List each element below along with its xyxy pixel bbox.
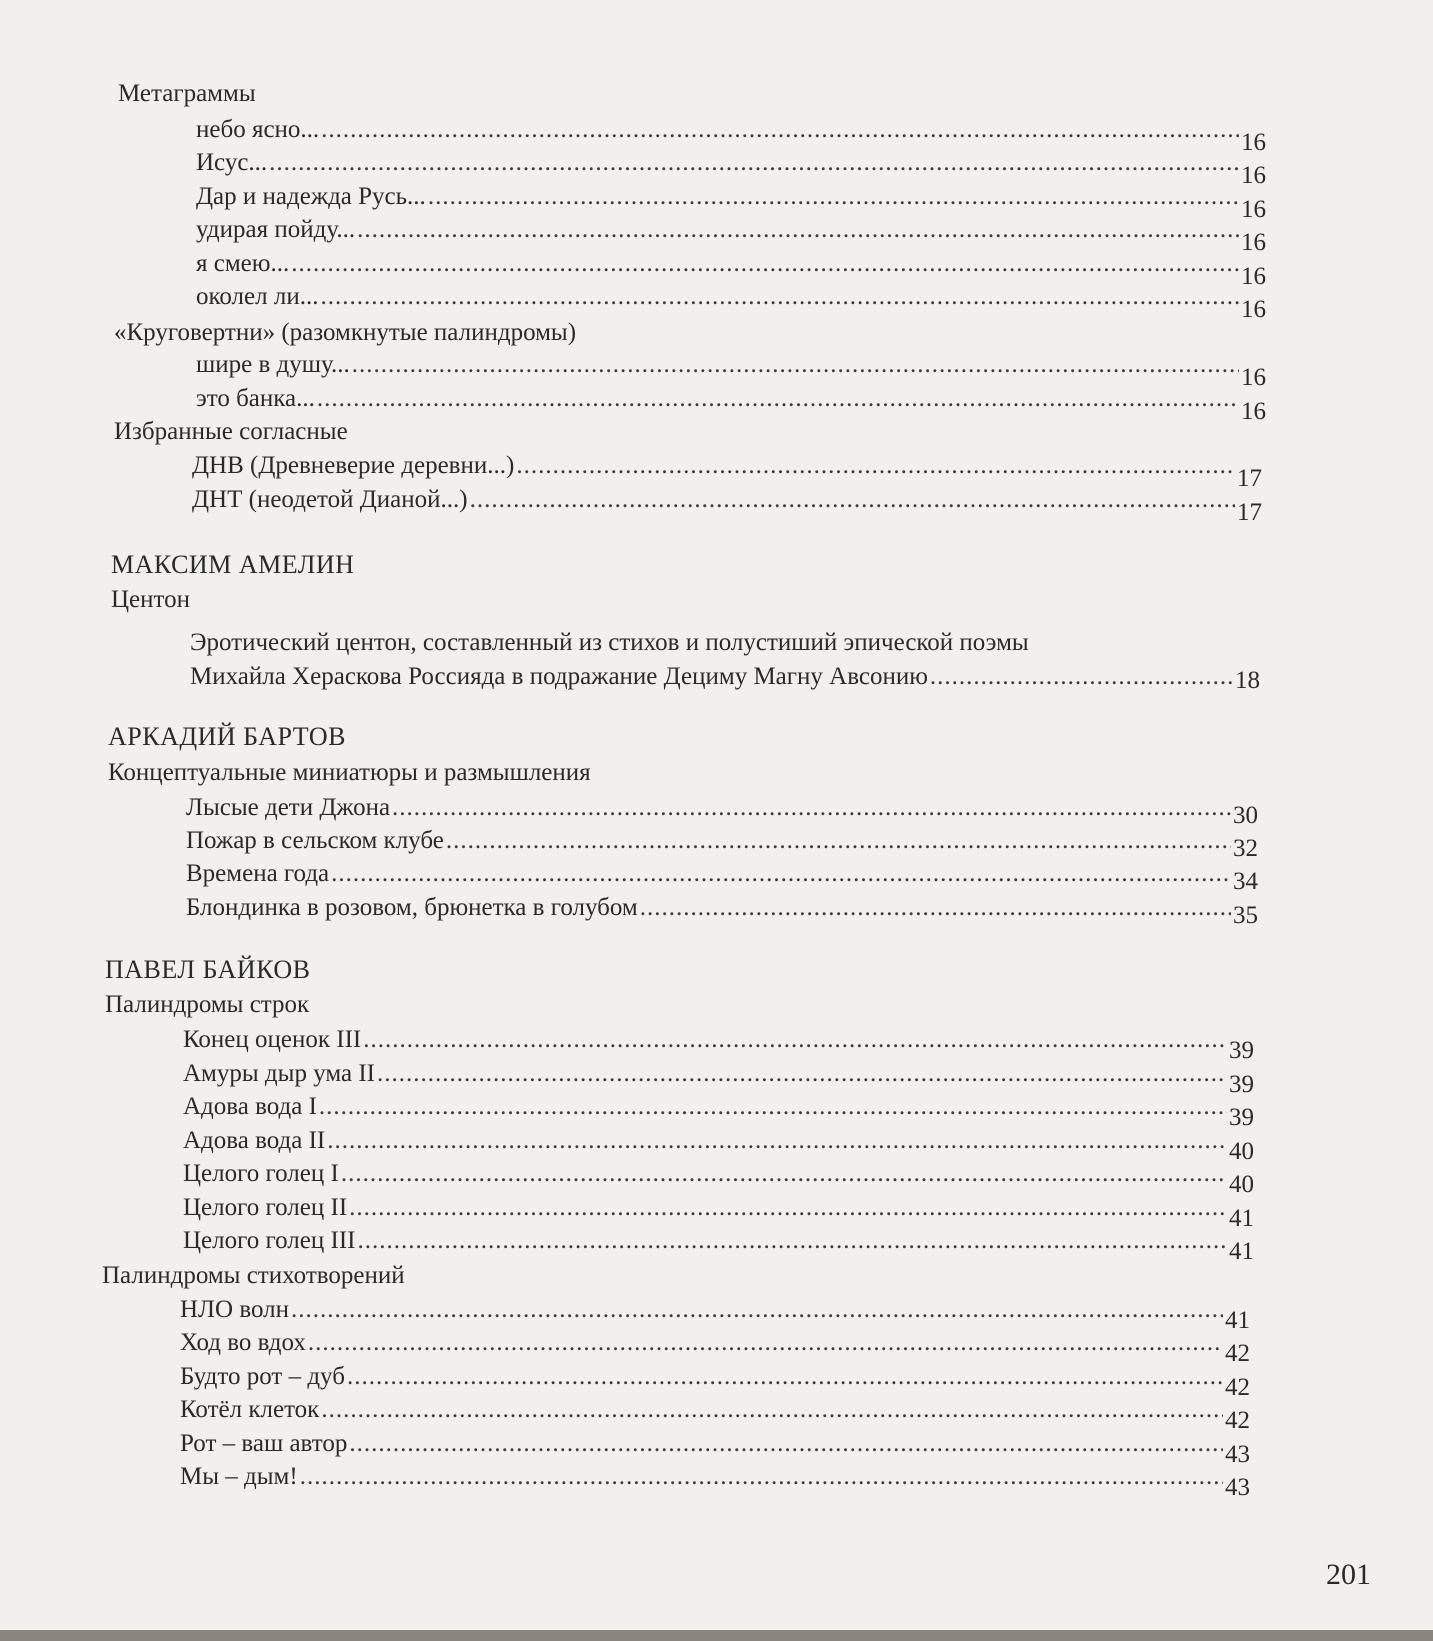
- toc-entry: [196, 384, 1266, 425]
- toc-page-number: 40: [1229, 1171, 1254, 1198]
- toc-page-number: 39: [1229, 1104, 1254, 1131]
- dot-leader: [319, 1092, 1227, 1122]
- toc-page-number: 40: [1229, 1138, 1254, 1165]
- toc-entry: [186, 793, 1258, 829]
- toc-entry-title: ДНТ (неодетой Дианой...): [192, 486, 468, 513]
- toc-entry: [183, 1226, 1254, 1265]
- toc-entry-title: Адова вода I: [183, 1093, 317, 1120]
- dot-leader: [347, 1362, 1223, 1392]
- toc-page-number: 17: [1237, 465, 1262, 492]
- toc-entry-title: Конец оценок III: [183, 1026, 362, 1053]
- dot-leader: [930, 662, 1233, 692]
- toc-entry: [192, 451, 1262, 492]
- toc-page-number: 43: [1225, 1474, 1250, 1501]
- toc-page-number: 18: [1235, 667, 1260, 694]
- dot-leader: [269, 148, 1239, 178]
- dot-leader: [317, 384, 1239, 414]
- dot-leader: [640, 893, 1231, 923]
- toc-entry-title: Лысые дети Джона: [186, 794, 391, 821]
- toc-entry: [196, 182, 1266, 223]
- toc-entry: [180, 1429, 1250, 1468]
- toc-page-number: 16: [1241, 398, 1266, 425]
- toc-entry-title: удирая пойду...: [196, 216, 356, 243]
- toc-page-number: 16: [1241, 162, 1266, 189]
- author-heading: ПАВЕЛ БАЙКОВ: [105, 955, 311, 984]
- toc-entry: [180, 1362, 1250, 1401]
- section-heading: Центон: [111, 586, 191, 613]
- section-heading: Концептуальные миниатюры и размышления: [108, 759, 591, 786]
- dot-leader: [341, 1159, 1227, 1189]
- toc-entry-title: НЛО волн: [180, 1296, 289, 1323]
- toc-entry: [192, 485, 1262, 526]
- toc-entry: [180, 1395, 1250, 1434]
- dot-leader: [470, 485, 1235, 515]
- toc-entry-title: Целого голец II: [183, 1194, 348, 1221]
- dot-leader: [291, 249, 1239, 279]
- toc-entry-title: Целого голец I: [183, 1160, 339, 1187]
- toc-entry-title: шире в душу...: [196, 351, 350, 378]
- dot-leader: [349, 1193, 1227, 1223]
- author-heading: АРКАДИЙ БАРТОВ: [108, 722, 346, 751]
- toc-entry-title: Михайла Хераскова Россияда в подражание Дециму Магну Авсонию: [190, 663, 928, 690]
- toc-page-number: 39: [1229, 1071, 1254, 1098]
- toc-entry: [190, 662, 1260, 692]
- dot-leader: [321, 1395, 1223, 1425]
- toc-page-number: 32: [1233, 835, 1258, 862]
- dot-leader: [377, 1059, 1227, 1089]
- toc-entry: [183, 1092, 1254, 1131]
- toc-page-number: 16: [1241, 296, 1266, 323]
- section-heading: Палиндромы строк: [105, 991, 310, 1018]
- page-bottom-edge: [0, 1630, 1433, 1641]
- toc-page-number: 16: [1241, 196, 1266, 223]
- toc-entry-title: околел ли...: [196, 283, 319, 310]
- toc-page-number: 41: [1229, 1238, 1254, 1265]
- toc-entry: [180, 1328, 1250, 1367]
- toc-entry-title: Будто рот – дуб: [180, 1363, 345, 1390]
- toc-page-number: 16: [1241, 229, 1266, 256]
- toc-page-number: 35: [1233, 902, 1258, 929]
- toc-entry-title: Котёл клеток: [180, 1396, 320, 1423]
- toc-entry-title: это банка...: [196, 385, 315, 412]
- author-heading: МАКСИМ АМЕЛИН: [111, 550, 355, 579]
- toc-page-number: 16: [1241, 364, 1266, 391]
- toc-entry-title: я смею...: [196, 250, 290, 277]
- toc-page-number: 42: [1225, 1340, 1250, 1367]
- toc-entry: [183, 1159, 1254, 1198]
- toc-page-number: 16: [1241, 129, 1266, 156]
- toc-page-number: 34: [1233, 868, 1258, 895]
- dot-leader: [357, 215, 1239, 245]
- dot-leader: [446, 826, 1231, 856]
- toc-page-number: 41: [1225, 1307, 1250, 1334]
- dot-leader: [291, 1295, 1223, 1325]
- toc-text-line: Эротический центон, составленный из стихов и полустиший эпической поэмы: [190, 629, 1029, 656]
- toc-entry: [180, 1462, 1250, 1501]
- toc-page-number: 39: [1229, 1037, 1254, 1064]
- toc-entry: [183, 1193, 1254, 1232]
- toc-entry-title: Дар и надежда Русь...: [196, 183, 426, 210]
- toc-page-number: 41: [1229, 1205, 1254, 1232]
- toc-entry: [186, 826, 1258, 862]
- toc-entry: [183, 1025, 1254, 1064]
- dot-leader: [321, 115, 1239, 145]
- dot-leader: [320, 282, 1239, 312]
- toc-entry-title: Адова вода II: [183, 1127, 326, 1154]
- toc-entry-title: Времена года: [186, 860, 330, 887]
- toc-entry-title: Целого голец III: [183, 1227, 356, 1254]
- toc-entry: [196, 115, 1266, 156]
- toc-entry-title: Рот – ваш автор: [180, 1430, 348, 1457]
- section-heading: «Круговертни» (разомкнутые палиндромы): [114, 319, 577, 346]
- toc-entry-title: Блондинка в розовом, брюнетка в голубом: [186, 894, 638, 921]
- toc-entry: [196, 249, 1266, 290]
- toc-page-number: 42: [1225, 1407, 1250, 1434]
- toc-entry-title: Ход во вдох: [180, 1329, 306, 1356]
- dot-leader: [352, 350, 1239, 380]
- dot-leader: [308, 1328, 1223, 1358]
- section-heading: Палиндромы стихотворений: [102, 1262, 405, 1289]
- dot-leader: [300, 1462, 1223, 1492]
- toc-entry: [196, 350, 1266, 391]
- toc-page-number: 30: [1233, 802, 1258, 829]
- dot-leader: [327, 1126, 1227, 1156]
- dot-leader: [363, 1025, 1227, 1055]
- toc-page-number: 43: [1225, 1441, 1250, 1468]
- toc-entry: [196, 148, 1266, 189]
- toc-entry: [180, 1295, 1250, 1334]
- toc-entry-title: Мы – дым!: [180, 1463, 298, 1490]
- toc-page-number: 17: [1237, 499, 1262, 526]
- dot-leader: [392, 793, 1231, 823]
- toc-entry: [186, 859, 1258, 895]
- toc-entry-title: Исус...: [196, 149, 268, 176]
- toc-entry: [186, 893, 1258, 929]
- toc-entry-title: Пожар в сельском клубе: [186, 827, 444, 854]
- toc-entry: [196, 282, 1266, 323]
- dot-leader: [331, 859, 1231, 889]
- page-number: 201: [1326, 1558, 1371, 1591]
- section-heading: Избранные согласные: [114, 418, 348, 445]
- toc-entry: [196, 215, 1266, 256]
- toc-entry-title: ДНВ (Древневерие деревни...): [192, 452, 515, 479]
- dot-leader: [516, 451, 1235, 481]
- toc-entry-title: Амуры дыр ума II: [183, 1060, 376, 1087]
- toc-page-number: 16: [1241, 263, 1266, 290]
- dot-leader: [358, 1226, 1228, 1256]
- toc-page-number: 42: [1225, 1374, 1250, 1401]
- toc-entry-title: небо ясно...: [196, 116, 320, 143]
- section-heading: Метаграммы: [118, 80, 256, 107]
- dot-leader: [428, 182, 1239, 212]
- toc-entry: [183, 1059, 1254, 1098]
- dot-leader: [349, 1429, 1223, 1459]
- toc-entry: [183, 1126, 1254, 1165]
